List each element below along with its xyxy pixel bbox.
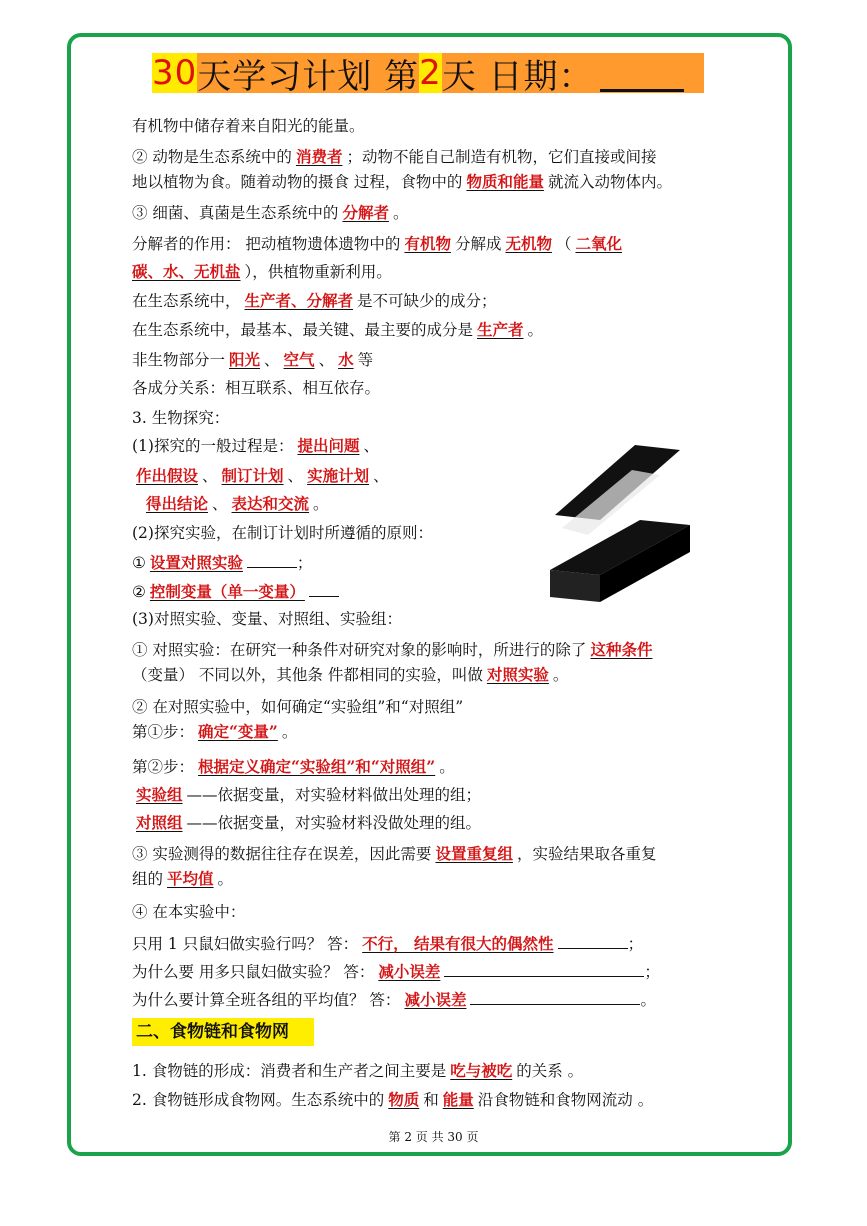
text-line: 地以植物为食。随着动物的摄食 过程，食物中的 物质和能量 就流入动物体内。 (132, 172, 672, 191)
text-line: 得出结论 、 表达和交流 。 (132, 494, 329, 514)
page-title (152, 53, 704, 97)
answer: 设置重复组 (435, 844, 513, 863)
answer: 制订计划 (221, 466, 284, 485)
text-line: 作出假设 、 制订计划 、 实施计划 、 (132, 466, 389, 486)
answer: 能量 (442, 1090, 474, 1109)
answer: 分解者 (342, 203, 389, 222)
text-line: 2. 食物链形成食物网。生态系统中的 物质 和 能量 沿食物链和食物网流动 。 (132, 1090, 654, 1109)
answer: 生产者 (477, 320, 524, 339)
answer: 消费者 (295, 147, 343, 166)
text-line: 第②步： 根据定义确定“实验组”和“对照组” 。 (132, 757, 455, 776)
title-number: 30 (152, 53, 198, 93)
text-line: ① 设置对照实验 ； (132, 553, 313, 572)
answer: 生产者、分解者 (244, 291, 354, 310)
answer: 设置对照实验 (149, 553, 243, 572)
answer: 控制变量（单一变量） (149, 582, 305, 601)
text-line: ② 动物是生态系统中的 消费者 ；动物不能自己制造有机物，它们直接或间接 (132, 147, 657, 166)
answer: 物质 (388, 1090, 420, 1109)
text-line: 组的 平均值 。 (132, 869, 234, 888)
text-line: 在生态系统中， 生产者、分解者 是不可缺少的成分； (132, 291, 497, 310)
text-line: 只用 1 只鼠妇做实验行吗？ 答： 不行， 结果有很大的偶然性 ； (132, 934, 644, 953)
answer: 实验组 (136, 785, 183, 804)
answer: 有机物 (404, 234, 451, 253)
answer: 提出问题 (297, 436, 360, 455)
text-line: 碳、水、无机盐 ），供植物重新利用。 (132, 262, 392, 281)
answer: 碳、水、无机盐 (132, 262, 241, 281)
section-heading: 二、食物链和食物网 (132, 1018, 314, 1046)
text-line: (3)对照实验、变量、对照组、实验组： (132, 610, 402, 628)
text-line: 实验组 ——依据变量，对实验材料做出处理的组； (132, 785, 481, 805)
text-line: ① 对照实验：在研究一种条件对研究对象的影响时，所进行的除了 这种条件 (132, 640, 656, 660)
answer: 这种条件 (590, 640, 653, 659)
answer: 实施计划 (307, 466, 370, 485)
text-line: 对照组 ——依据变量，对实验材料没做处理的组。 (132, 813, 481, 833)
text-line: ④ 在本实验中： (132, 903, 246, 921)
answer: 无机物 (505, 234, 552, 253)
text-line: (1)探究的一般过程是： 提出问题 、 (132, 436, 379, 455)
answer: 不行， 结果有很大的偶然性 (362, 934, 554, 953)
text-line: 有机物中储存着来自阳光的能量。 (132, 117, 365, 135)
answer: 表达和交流 (231, 494, 310, 513)
text-line: ② 在对照实验中，如何确定“实验组”和“对照组” (132, 698, 464, 716)
answer: 根据定义确定“实验组”和“对照组” (198, 757, 436, 776)
text-line: （变量） 不同以外，其他条 件都相同的实验，叫做 对照实验 。 (132, 665, 569, 684)
answer: 吃与被吃 (450, 1061, 513, 1080)
text-line: 3. 生物探究： (132, 409, 230, 427)
answer: 二氧化 (575, 234, 623, 253)
text-line: 第①步： 确定“变量” 。 (132, 722, 298, 741)
text-line: 分解者的作用： 把动植物遗体遗物中的 有机物 分解成 无机物 （ 二氧化 (132, 234, 626, 254)
title-day: 2 (419, 53, 442, 93)
title-date-label: 天 日期： (441, 56, 594, 97)
title-text: 天学习计划 第 (197, 56, 420, 97)
answer: 平均值 (167, 869, 214, 888)
answer: 对照组 (136, 813, 183, 832)
text-line: ② 控制变量（单一变量） (132, 580, 339, 602)
answer: 得出结论 (146, 494, 209, 513)
answer: 阳光 (229, 350, 261, 369)
answer: 空气 (283, 350, 315, 369)
text-line: 为什么要计算全班各组的平均值？ 答： 减小误差 。 (132, 990, 656, 1009)
experiment-box-illustration (540, 440, 700, 615)
text-line: 各成分关系：相互联系、相互依存。 (132, 379, 381, 397)
page-footer: 第 2 页 共 30 页 (388, 1130, 479, 1144)
text-line: ③ 细菌、真菌是生态系统中的 分解者 。 (132, 203, 409, 222)
answer: 作出假设 (136, 466, 199, 485)
text-line: ③ 实验测得的数据往往存在误差，因此需要 设置重复组 ，实验结果取各重复 (132, 844, 657, 863)
answer: 减小误差 (404, 990, 467, 1009)
text-line: 为什么要 用多只鼠妇做实验？ 答： 减小误差 ； (132, 962, 660, 981)
answer: 减小误差 (378, 962, 441, 981)
answer: 对照实验 (486, 665, 549, 684)
answer: 水 (338, 350, 354, 369)
text-line: 非生物部分一 阳光 、 空气 、 水 等 (132, 350, 374, 369)
answer: 确定“变量” (198, 722, 278, 741)
answer: 物质和能量 (466, 172, 544, 191)
text-line: 1. 食物链的形成：消费者和生产者之间主要是 吃与被吃 的关系 。 (132, 1061, 584, 1080)
text-line: 在生态系统中，最基本、最关键、最主要的成分是 生产者 。 (132, 320, 544, 339)
text-line: (2)探究实验，在制订计划时所遵循的原则： (132, 524, 433, 542)
date-blank (600, 55, 684, 92)
